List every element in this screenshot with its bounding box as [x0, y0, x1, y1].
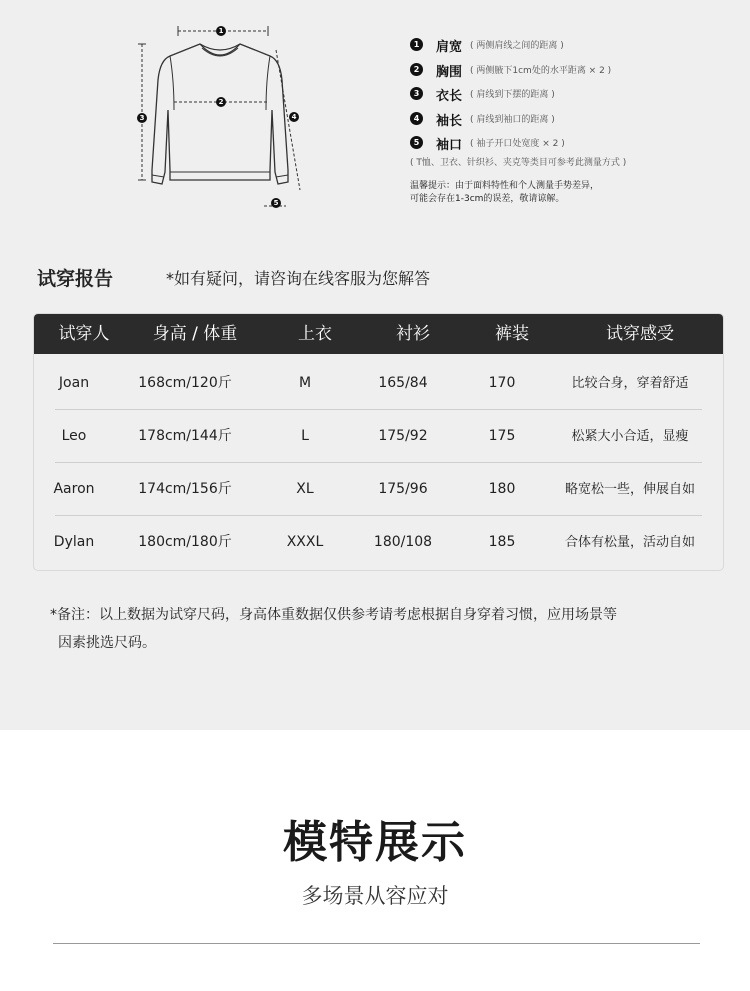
tip-line: 可能会存在1-3cm的误差，敬请谅解。: [410, 194, 565, 204]
cell-feedback: 比较合身，穿着舒适: [571, 376, 689, 391]
marker-1: 1: [216, 26, 226, 36]
column-header: 衬衫: [396, 324, 430, 344]
table-header: [34, 314, 723, 354]
table-row: [34, 410, 723, 463]
marker-4: 4: [289, 112, 299, 122]
cell-shirt-size: 165/84: [378, 375, 428, 391]
legend-number: 1: [410, 38, 423, 51]
legend-number: 5: [410, 136, 423, 149]
marker-5: 5: [271, 198, 281, 208]
column-header: 试穿感受: [606, 324, 674, 344]
table-row: [34, 357, 723, 410]
marker-3: 3: [137, 113, 147, 123]
cell-pants-size: 175: [488, 428, 516, 444]
marker-2: 2: [216, 97, 226, 107]
column-header: 上衣: [298, 324, 332, 344]
legend-name: 肩宽: [436, 40, 463, 55]
section-title: 模特展示: [283, 817, 467, 868]
cell-tester: Joan: [58, 375, 90, 391]
legend-item-sleeve: [410, 110, 740, 135]
legend-item-shoulder: [410, 36, 740, 61]
cell-pants-size: 185: [488, 534, 516, 550]
column-header: 试穿人: [58, 324, 110, 344]
legend-name: 胸围: [436, 64, 463, 80]
cell-feedback: 松紧大小合适，显瘦: [571, 429, 689, 444]
cell-top-size: L: [301, 428, 309, 444]
sweater-outline-icon: [130, 20, 310, 215]
cell-shirt-size: 180/108: [373, 534, 433, 550]
cell-feedback: 略宽松一些，伸展自如: [564, 482, 696, 497]
cell-height-weight: 180cm/180斤: [138, 534, 232, 550]
cell-feedback: 合体有松量，活动自如: [564, 535, 696, 550]
tip-line: 温馨提示：由于面料特性和个人测量手势差异，: [410, 181, 600, 191]
cell-top-size: XL: [296, 481, 314, 497]
fitting-table: [33, 313, 724, 571]
legend-number: 2: [410, 63, 423, 76]
cell-shirt-size: 175/96: [378, 481, 428, 497]
remark-line: 因素挑选尺码。: [58, 635, 156, 651]
cell-top-size: XXXL: [286, 534, 324, 550]
legend-desc: ( 肩线到袖口的距离 ): [470, 114, 555, 125]
measurement-legend: [410, 36, 740, 159]
section-divider: [53, 943, 700, 944]
legend-item-length: [410, 85, 740, 110]
cell-top-size: M: [298, 375, 312, 391]
cell-shirt-size: 175/92: [378, 428, 428, 444]
legend-number: 3: [410, 87, 423, 100]
cell-tester: Dylan: [53, 534, 95, 550]
report-note: *如有疑问，请咨询在线客服为您解答: [166, 269, 431, 288]
table-row: [34, 516, 723, 569]
legend-desc: ( 两侧肩线之间的距离 ): [470, 41, 564, 51]
sweater-diagram: [130, 20, 310, 215]
measurement-tip: [410, 180, 599, 206]
legend-desc: ( 两侧腋下1cm处的水平距离 × 2 ): [470, 65, 612, 76]
legend-item-chest: [410, 61, 740, 86]
table-row: [34, 463, 723, 516]
legend-name: 衣长: [436, 89, 463, 104]
cell-height-weight: 174cm/156斤: [138, 481, 232, 497]
cell-pants-size: 170: [488, 375, 516, 391]
legend-footnote: ( T恤、卫衣、针织衫、夹克等类目可参考此测量方式 ): [410, 158, 627, 168]
cell-tester: Leo: [61, 428, 87, 444]
section-subtitle: 多场景从容应对: [301, 884, 449, 908]
legend-name: 袖长: [436, 113, 463, 129]
cell-height-weight: 168cm/120斤: [138, 375, 232, 391]
cell-height-weight: 178cm/144斤: [138, 428, 232, 444]
cell-pants-size: 180: [488, 481, 516, 497]
legend-number: 4: [410, 112, 423, 125]
remark-line: *备注：以上数据为试穿尺码，身高体重数据仅供参考请考虑根据自身穿着习惯，应用场景等: [50, 607, 617, 623]
legend-desc: ( 袖子开口处宽度 × 2 ): [470, 139, 565, 149]
column-header: 身高 / 体重: [152, 324, 238, 344]
cell-tester: Aaron: [53, 481, 95, 497]
report-title: 试穿报告: [37, 268, 114, 290]
remark-note: [50, 601, 710, 657]
legend-name: 袖口: [436, 138, 463, 153]
legend-desc: ( 肩线到下摆的距离 ): [470, 90, 555, 100]
column-header: 裤装: [495, 324, 529, 344]
